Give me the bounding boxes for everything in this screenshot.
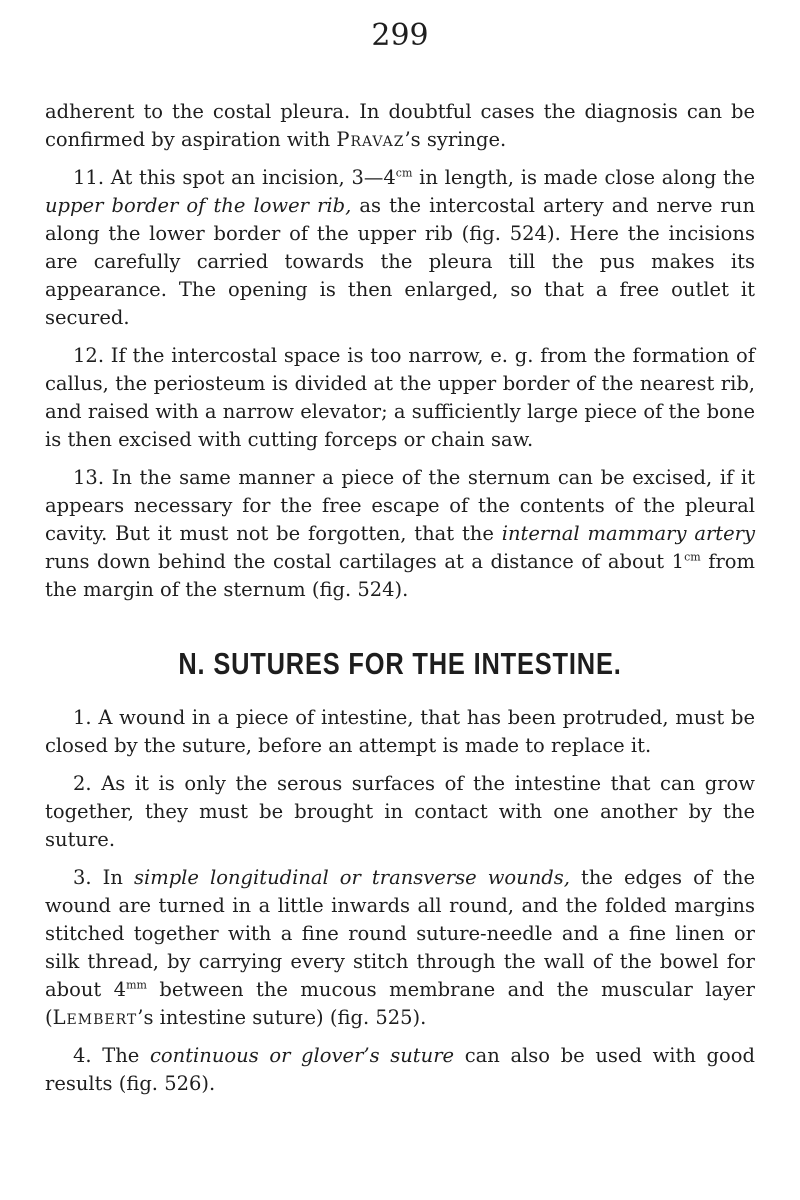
paragraph-text: A wound in a piece of intestine, that has been protruded, must be closed by the suture, before an attempt is made to replace it. [45, 706, 755, 757]
paragraph-2 [45, 770, 755, 854]
paragraph-text: As it is only the serous surfaces of the intestine that can grow together, they must be brought in contact with one another by the suture. [45, 772, 755, 851]
unit-superscript: cm [684, 550, 701, 564]
author-name: Pravaz [336, 128, 405, 151]
paragraph-number: 13. [73, 466, 105, 489]
paragraph-text: between the mucous membrane and the muscular layer ( [45, 978, 755, 1029]
paragraph-number: 2. [73, 772, 92, 795]
italic-phrase: upper border of the lower rib, [45, 194, 352, 217]
paragraph-text: At this spot an incision, 3—4 [104, 166, 396, 189]
unit-superscript: mm [126, 978, 147, 992]
text-block-intestine [45, 704, 755, 1108]
paragraph-text: the edges of the wound are turned in a little inwards all round, and the folded margins stitched together with a fine round suture-needle and a fine linen or silk thread, by carrying every stitch through the wall of the bowel for about 4 [45, 866, 755, 1001]
text-block-pleura [45, 98, 755, 614]
paragraph-text: ’s intestine suture) (fig. 525). [137, 1006, 427, 1029]
paragraph-text: If the intercostal space is too narrow, e. g. from the formation of callus, the periosteum is divided at the upper border of the nearest rib, and raised with a narrow elevator; a sufficiently large piece of the bone is then excised with cutting forceps or chain saw. [45, 344, 755, 451]
italic-phrase: internal mammary artery [501, 522, 755, 545]
unit-superscript: cm [395, 166, 413, 180]
paragraph-13 [45, 464, 755, 604]
paragraph-number: 4. [73, 1044, 92, 1067]
page-number: 299 [371, 18, 429, 53]
italic-phrase: continuous or glover’s suture [150, 1044, 455, 1067]
paragraph-12 [45, 342, 755, 454]
paragraph-text: In [91, 866, 134, 889]
author-name: Lembert [52, 1006, 138, 1029]
paragraph-number: 12. [73, 344, 105, 367]
paragraph-text: in length, is made close along the [412, 166, 755, 189]
paragraph-text: ’s syringe. [404, 128, 507, 151]
paragraph-continuation [45, 98, 755, 154]
paragraph-text: from the margin of the sternum (fig. 524). [45, 550, 756, 601]
paragraph-number: 11. [73, 166, 105, 189]
paragraph-3 [45, 864, 755, 1032]
paragraph-11 [45, 164, 755, 332]
section-heading: N. SUTURES FOR THE INTESTINE. [178, 646, 622, 681]
paragraph-number: 1. [73, 706, 92, 729]
paragraph-text: can also be used with good results (fig. 526). [45, 1044, 755, 1095]
paragraph-text: adherent to the costal pleura. In doubtful cases the diagnosis can be confirmed by aspiration with [45, 100, 755, 151]
paragraph-text: The [91, 1044, 150, 1067]
paragraph-text: as the intercostal artery and nerve run along the lower border of the upper rib (fig. 524). Here the incisions are carefully carried towards the pleura till the pus makes its appearance. The opening is then enlarged, so that a free outlet it secured. [45, 194, 755, 329]
paragraph-text: In the same manner a piece of the sternum can be excised, if it appears necessary for the free escape of the contents of the pleural cavity. But it must not be forgotten, that the [45, 466, 755, 545]
paragraph-number: 3. [73, 866, 92, 889]
italic-phrase: simple longitudinal or transverse wounds, [133, 866, 570, 889]
paragraph-4 [45, 1042, 755, 1098]
paragraph-text: runs down behind the costal cartilages at a distance of about 1 [45, 550, 685, 573]
paragraph-1 [45, 704, 755, 760]
